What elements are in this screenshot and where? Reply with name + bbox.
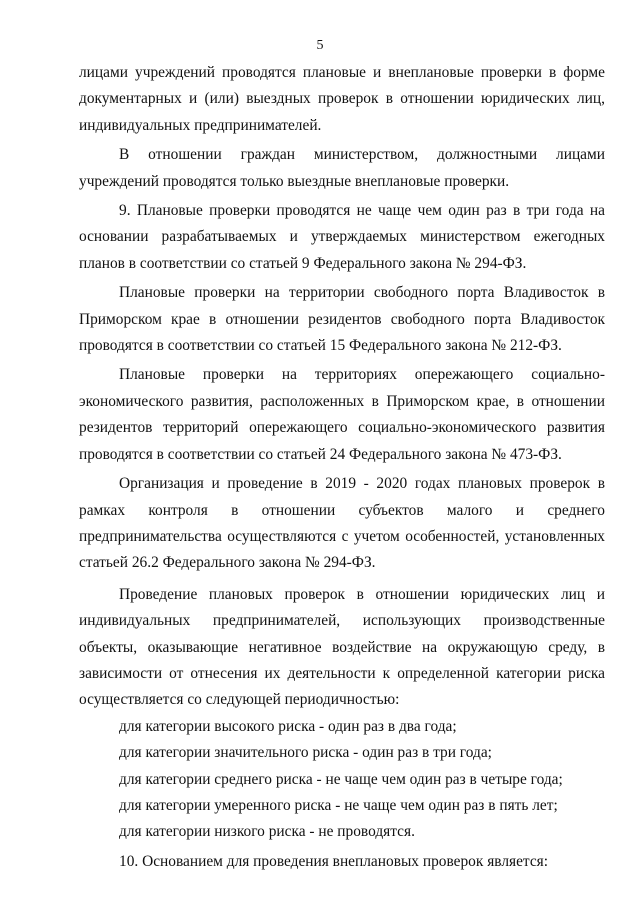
paragraph-citizens-inspections: В отношении граждан министерством, должностными лицами учреждений проводятся только выездные внеплановые проверки. bbox=[79, 146, 605, 190]
list-item: для категории низкого риска - не проводятся. bbox=[119, 823, 415, 841]
paragraph-unplanned-inspections-grounds: 10. Основанием для проведения внеплановых проверок является: bbox=[119, 852, 549, 870]
paragraph-planned-inspections-frequency: 9. Плановые проверки проводятся не чаще чем один раз в три года на основании разрабатываемых и утверждаемых министерством ежегодных планов в соответствии со статьей 9 Федерального закона № 294-ФЗ. bbox=[79, 202, 605, 272]
paragraph-continuation: лицами учреждений проводятся плановые и внеплановые проверки в форме документарных и (или) выездных проверок в отношении юридических лиц, индивидуальных предпринимателей. bbox=[79, 64, 605, 134]
paragraph-free-port-vladivostok: Плановые проверки на территории свободного порта Владивосток в Приморском крае в отношении резидентов свободного порта Владивосток проводятся в соответствии со статьей 15 Федерального закона № 212-ФЗ. bbox=[79, 284, 605, 355]
risk-category-list bbox=[79, 714, 605, 846]
document-body bbox=[79, 60, 605, 875]
paragraph-risk-periodicity: Проведение плановых проверок в отношении юридических лиц и индивидуальных предпринимателей, использующих производственные объекты, оказывающие негативное воздействие на окружающую среду, в зависимости от отнесения их деятельности к определенной категории риска осуществляется со следующей периодичностью: bbox=[79, 585, 605, 709]
page-number: 5 bbox=[316, 38, 324, 53]
list-item: для категории умеренного риска - не чаще чем один раз в пять лет; bbox=[119, 796, 558, 814]
list-item: для категории высокого риска - один раз в два года; bbox=[119, 717, 457, 735]
list-item: для категории среднего риска - не чаще чем один раз в четыре года; bbox=[119, 770, 563, 788]
paragraph-advanced-development-territories: Плановые проверки на территориях опережающего социально-экономического развития, расположенных в Приморском крае, в отношении резидентов территорий опережающего социально-экономического развития проводятся в соответствии со статьей 24 Федерального закона № 473-ФЗ. bbox=[79, 366, 605, 463]
list-item: для категории значительного риска - один раз в три года; bbox=[119, 744, 492, 762]
paragraph-small-medium-business: Организация и проведение в 2019 - 2020 годах плановых проверок в рамках контроля в отношении субъектов малого и среднего предпринимательства осуществляются с учетом особенностей, установленных статьей 26.2 Федерального закона № 294-ФЗ. bbox=[79, 475, 605, 572]
